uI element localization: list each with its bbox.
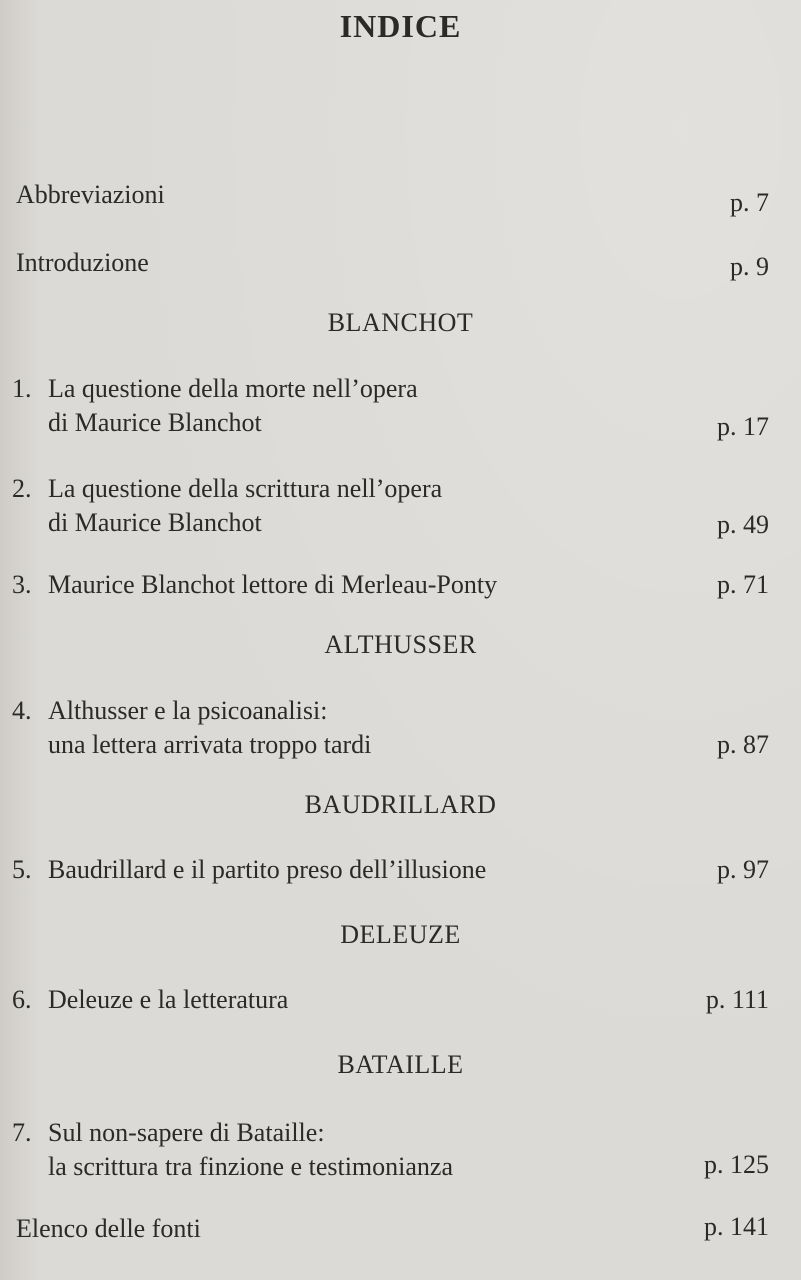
entry-page: p. 125 xyxy=(704,1150,769,1179)
entry-text-line: di Maurice Blanchot xyxy=(48,508,262,537)
entry-page: p. 9 xyxy=(730,252,769,281)
entry-number: 4. xyxy=(12,696,32,725)
entry-number: 5. xyxy=(12,855,32,884)
section-heading-deleuze: DELEUZE xyxy=(340,920,461,949)
entry-number: 2. xyxy=(12,474,32,503)
entry-text: Introduzione xyxy=(16,248,149,277)
entry-text: Baudrillard e il partito preso dell’illusione xyxy=(48,855,487,884)
entry-number: 3. xyxy=(12,570,32,599)
entry-number: 1. xyxy=(12,374,32,403)
section-heading-baudrillard: BAUDRILLARD xyxy=(304,790,497,819)
entry-text: Abbreviazioni xyxy=(16,180,165,209)
entry-number: 6. xyxy=(12,985,32,1014)
entry-text: Maurice Blanchot lettore di Merleau-Ponty xyxy=(48,570,498,599)
entry-text-line: di Maurice Blanchot xyxy=(48,408,262,437)
entry-page: p. 7 xyxy=(730,188,769,217)
entry-text: Elenco delle fonti xyxy=(16,1214,201,1243)
entry-text-line: la scrittura tra finzione e testimonianza xyxy=(48,1152,453,1181)
entry-text-line: una lettera arrivata troppo tardi xyxy=(48,730,372,759)
entry-page: p. 97 xyxy=(717,855,769,884)
section-heading-blanchot: BLANCHOT xyxy=(327,308,474,337)
page-title: INDICE xyxy=(339,8,462,44)
entry-text-line: La questione della morte nell’opera xyxy=(48,374,418,403)
section-heading-althusser: ALTHUSSER xyxy=(324,630,477,659)
section-heading-bataille: BATAILLE xyxy=(337,1050,464,1079)
entry-number: 7. xyxy=(12,1118,32,1147)
entry-text-line: Althusser e la psicoanalisi: xyxy=(48,696,328,725)
entry-page: p. 17 xyxy=(717,412,769,441)
entry-page: p. 71 xyxy=(717,570,769,599)
entry-page: p. 111 xyxy=(705,985,769,1014)
entry-page: p. 49 xyxy=(717,510,769,539)
entry-page: p. 87 xyxy=(717,730,769,759)
entry-text: Deleuze e la letteratura xyxy=(48,985,289,1014)
entry-page: p. 141 xyxy=(704,1212,769,1241)
entry-text-line: Sul non-sapere di Bataille: xyxy=(48,1118,325,1147)
entry-text-line: La questione della scrittura nell’opera xyxy=(48,474,443,503)
